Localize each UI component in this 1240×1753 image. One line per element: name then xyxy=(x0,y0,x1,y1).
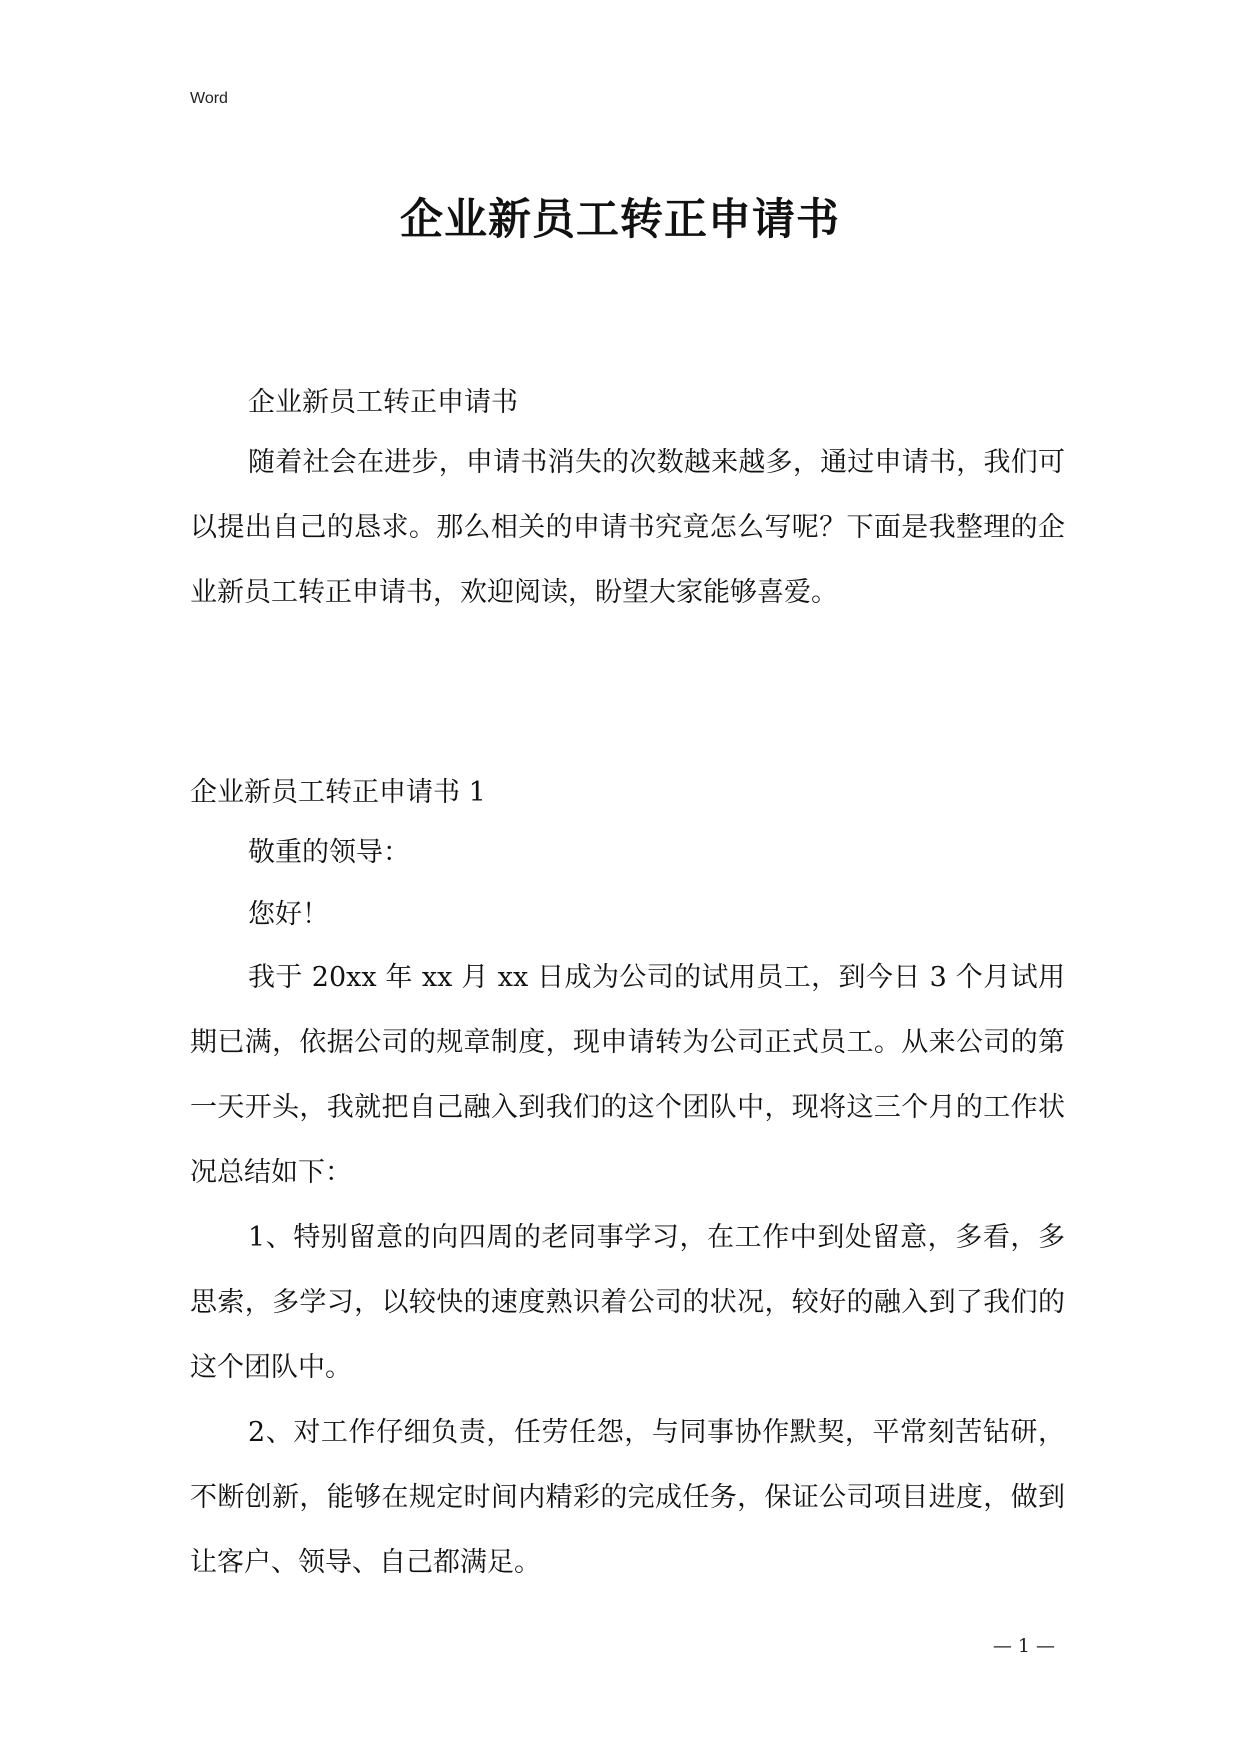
document-subtitle: 企业新员工转正申请书 xyxy=(248,387,518,418)
body-paragraph-2: 1、特别留意的向四周的老同事学习，在工作中到处留意，多看，多思索，多学习，以较快的速度熟识着公司的状况，较好的融入到了我们的这个团队中。 xyxy=(190,1222,1065,1383)
intro-paragraph: 随着社会在进步，申请书消失的次数越来越多，通过申请书，我们可以提出自己的恳求。那么相关的申请书究竟怎么写呢？下面是我整理的企业新员工转正申请书，欢迎阅读，盼望大家能够喜爱。 xyxy=(190,447,1065,608)
body-paragraph-1: 我于 20xx 年 xx 月 xx 日成为公司的试用员工，到今日 3 个月试用期已满，依据公司的规章制度，现申请转为公司正式员工。从来公司的第一天开头，我就把自己融入到我们的这个团队中，现将这三个月的工作状况总结如下： xyxy=(190,962,1065,1188)
document-title: 企业新员工转正申请书 xyxy=(400,195,840,245)
body-paragraph-3: 2、对工作仔细负责，任劳任怨，与同事协作默契，平常刻苦钻研，不断创新，能够在规定时间内精彩的完成任务，保证公司项目进度，做到让客户、领导、自己都满足。 xyxy=(190,1417,1065,1578)
section-heading: 企业新员工转正申请书 1 xyxy=(190,777,486,808)
header-label: Word xyxy=(190,90,228,107)
hello-line: 您好！ xyxy=(248,899,329,930)
page-number: — 1 — xyxy=(992,1635,1055,1657)
greeting-line: 敬重的领导： xyxy=(248,837,410,868)
